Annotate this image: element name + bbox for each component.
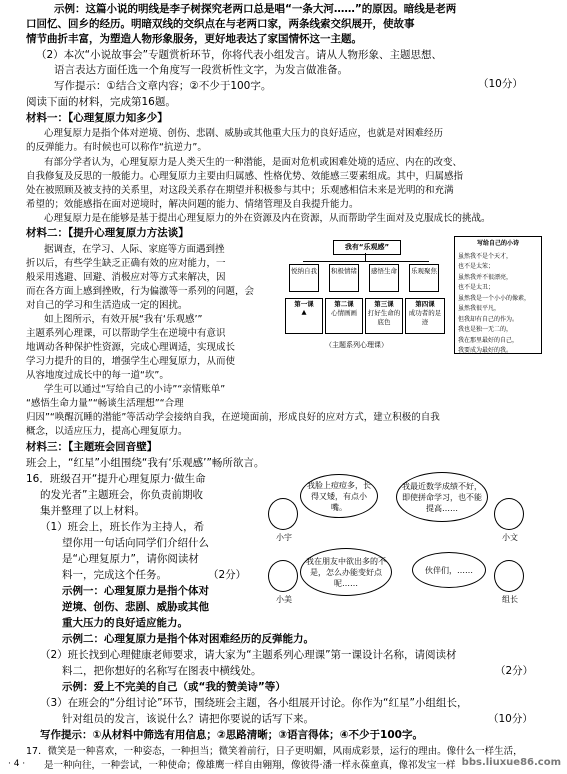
question-16-2: 料二，把你想好的名称写在图表中横线处。 [62,665,262,677]
person-icon [268,560,298,592]
diagram-caption: （主题系列心理课） [325,341,388,349]
answer-example: 示例一：心理复原力是指个体对 [62,585,209,597]
material-text: 归因”“唤醒沉睡的潜能”等活动学会接纳自我，在逆境面前，形成良好的应对方式，建立积极的自我 [26,412,440,423]
example-line: 口回忆、回乡的经历。明暗双线的交织点在与老两口家，两条线索交织展开，使故事 [26,18,415,30]
person-icon [494,498,524,530]
poem-line: 虽然我并不很漂亮， [458,273,513,281]
question-line: （2）本次“小说故事会”专题赏析环节，你将代表小组发言。请从人物形象、主题思想、 [36,49,443,61]
lesson-sub: 打好生命的底色 [367,309,401,326]
speech-bubble: 我在朋友中欲出多的不是，怎么办能变好点呢…… [300,548,392,596]
speaker-name: 小美 [276,595,292,604]
poem-line: 虽然我是一个小小的像素， [458,294,531,302]
material-text: 自我修复及反思的一般能力。心理复原力主要由归属感、性格优势、效能感三要素组成。其中，归属感指 [26,171,464,182]
person-icon [494,560,524,592]
person-icon [268,498,298,530]
lesson-sub: 成功者的足迹 [408,309,442,326]
score: （10分） [478,78,523,90]
question-16-3: 针对组员的发言，该说什么？请把你要说的话写下来。 [62,713,314,725]
material-text: 地调动各种保护性资源，完成心理调适，实现成长 [26,342,236,353]
material-text: 处在被照顾及被支持的关系里，对这段关系存在期望并积极参与其中；乐观感相信未来是光明的和充满 [26,185,454,196]
material-text: 心理复原力是指个体对逆境、创伤、悲剧、威胁或其他重大压力的良好适应，也就是对困难经历 [44,128,444,139]
poem-line: 但我却有自己的作为。 [458,315,519,323]
poem-line: 虽然我很平凡， [458,305,501,312]
material-text: 般采用逃避、回避、消极应对等方式来解决，因 [26,272,226,283]
material-text: 心理复原力是在能够是基于提出心理复原力的外在资源及内在资源，从而帮助学生面对及克服成长的挑战。 [44,213,491,224]
question-17: 是一种向往，一种尝试，一种使命；像雄鹰一样自由翱翔，像彼得·潘一样永葆童真，像祁发宝一样 [44,760,456,771]
poem-line: 我也是独一无二的， [458,326,513,333]
lesson-name: 第四课 [415,300,435,308]
question-16: 集并整理了以上材料。 [40,505,145,517]
score: （2分） [208,569,247,581]
diagram-group: 悦纳自我 [289,264,319,292]
discussion-illustration [262,472,540,622]
score: （10分） [488,713,533,725]
question-16-3: （3）在班会的“分组讨论”环节，围绕班会主题，各小组展开讨论。你作为“红星”小组组长， [40,697,468,709]
lesson-name: 第一课 [294,300,314,308]
answer-example: 示例：爱上不完美的自己（或“我的赞美诗”等） [62,681,286,693]
diagram-group: 感悟生命 [369,264,399,292]
lesson-diagram [285,240,445,358]
diagram-lesson [365,298,403,334]
writing-tip: 写作提示：①结合文章内容；②不少于100字。 [54,80,272,92]
poem-line: 我在那里最好的自己， [458,336,519,344]
question-16: 望你用一句话向同学们介绍什么 [62,537,209,549]
poem-line: 也不是太丑； [458,284,495,291]
speaker-name: 小文 [502,533,518,542]
material-text: 主题系列心理课，可以帮助学生在逆境中有意识 [26,328,226,339]
lesson-sub: ▲ [301,308,307,316]
material-text: 对自己的学习和生活造成一定的困扰。 [26,300,188,311]
instruction: 阅读下面的材料，完成第16题。 [26,96,176,108]
question-16: 是“心理复原力”，请你阅读材 [62,553,199,565]
lesson-name: 第三课 [374,300,394,308]
material-text: 希望的；效能感指在面对逆境时，解决问题的能力、情绪管理及自我提升能力。 [26,199,359,210]
watermark: bbs.liuxue86.com [461,757,561,768]
question-line: 语言表达方面任选一个角度写一段赏析性文字，为发言做准备。 [54,64,348,76]
diagram-lesson [325,298,363,334]
diagram-group: 乐观聚焦 [409,264,439,292]
poem-line: 虽然我不是个天才， [458,252,513,260]
material-heading: 材料二：【提升心理复原力方法谈】 [26,227,189,239]
material-text: 有部分学者认为，心理复原力是人类天生的一种潜能，是面对危机或困难处境的适应、内在的改变、 [44,157,463,168]
answer-example: 示例二：心理复原力是指个体对困难经历的反弹能力。 [62,633,314,645]
speaker-name: 小宇 [276,533,292,542]
speech-bubble: 我脸上痘痘多，长得又矮，有点小嘴。 [300,474,378,518]
question-16-2: （2）班长找到心理健康老师要求，请大家为“主题系列心理课”第一课设计名称，请阅读材 [40,649,457,661]
score: （2分） [495,665,534,677]
question-16: 的发光者”主题班会，你负责前期收 [40,489,203,501]
speaker-name: 组长 [502,595,518,604]
speech-bubble: 伙伴们，…… [412,552,486,588]
lesson-name: 第二课 [334,300,354,308]
speech-bubble: 我最近数学成绩不好，即使拼命学习，也不能提高…… [396,472,488,522]
diagram-group: 积极情绪 [329,264,359,292]
material-text: 从容地度过成长中的每一道“坎”。 [26,370,169,381]
material-heading: 材料三：【主题班会回音壁】 [26,441,158,453]
material-text: 的反弹能力。有时候也可以称作“抗逆力”。 [26,142,207,153]
poem-line: 也不是太笨； [458,263,495,270]
material-text: 如上图所示，有效开展“我有‘乐观感’” [44,314,203,325]
question-16: 16．班级召开“提升心理复原力·做生命 [26,473,206,485]
answer-example: 逆境、创伤、悲剧、威胁或其他 [62,601,209,613]
material-heading: 材料一：【心理复原力知多少】 [26,112,168,124]
question-16: 料一，完成这个任务。 [62,569,167,581]
material-text: 学习力提升的目的，增强学生心理复原力，从而使 [26,356,236,367]
question-16: （1）班会上，班长作为主持人，希 [40,521,205,533]
material-text: 折以后，有些学生缺乏正确有效的应对能力，一 [26,258,226,269]
lesson-sub: 心情画画 [331,309,357,317]
answer-example: 重大压力的良好适应能力。 [62,617,188,629]
poem-card [454,236,542,354]
poem-title: 写给自己的小诗 [476,240,519,247]
example-line: 情节曲折丰富，为塑造人物形象服务，更好地表达了家国情怀这一主题。 [26,33,362,45]
material-text: 据调查，在学习、人际、家庭等方面遇到挫 [44,244,225,255]
example-line: 示例：这篇小说的明线是李子树探究老两口总是唱“一条大河……”的原因。暗线是老两 [54,3,457,15]
material-text: 概念，以适应压力，提高心理复原力。 [26,426,188,437]
diagram-lesson [285,298,323,334]
material-text: 学生可以通过“写给自己的小诗”“亲情账单” [44,384,226,395]
material-text: “感悟生命力量”“畅谈生活理想”“合理 [26,398,184,409]
diagram-title: 我有“乐观感” [333,240,401,255]
material-text: 而在各方面上感到挫败，行为偏激等一系列的问题，会 [26,286,255,297]
poem-line: 我要成为最好的我。 [458,347,513,354]
material-text: 班会上，“红星”小组围绕“我有‘乐观感’”畅所欲言。 [26,457,265,469]
page-number: · 4 · [8,759,26,769]
question-17: 17．微笑是一种喜欢，一种姿态，一种担当；微笑着前行，日子更明媚，风雨成彩景，运行的理由。像什么一样生活， [26,746,523,757]
writing-tip: 写作提示：①从材料中筛选有用信息；②思路清晰；③语言得体；④不少于100字。 [40,729,423,741]
diagram-lesson [405,298,445,334]
